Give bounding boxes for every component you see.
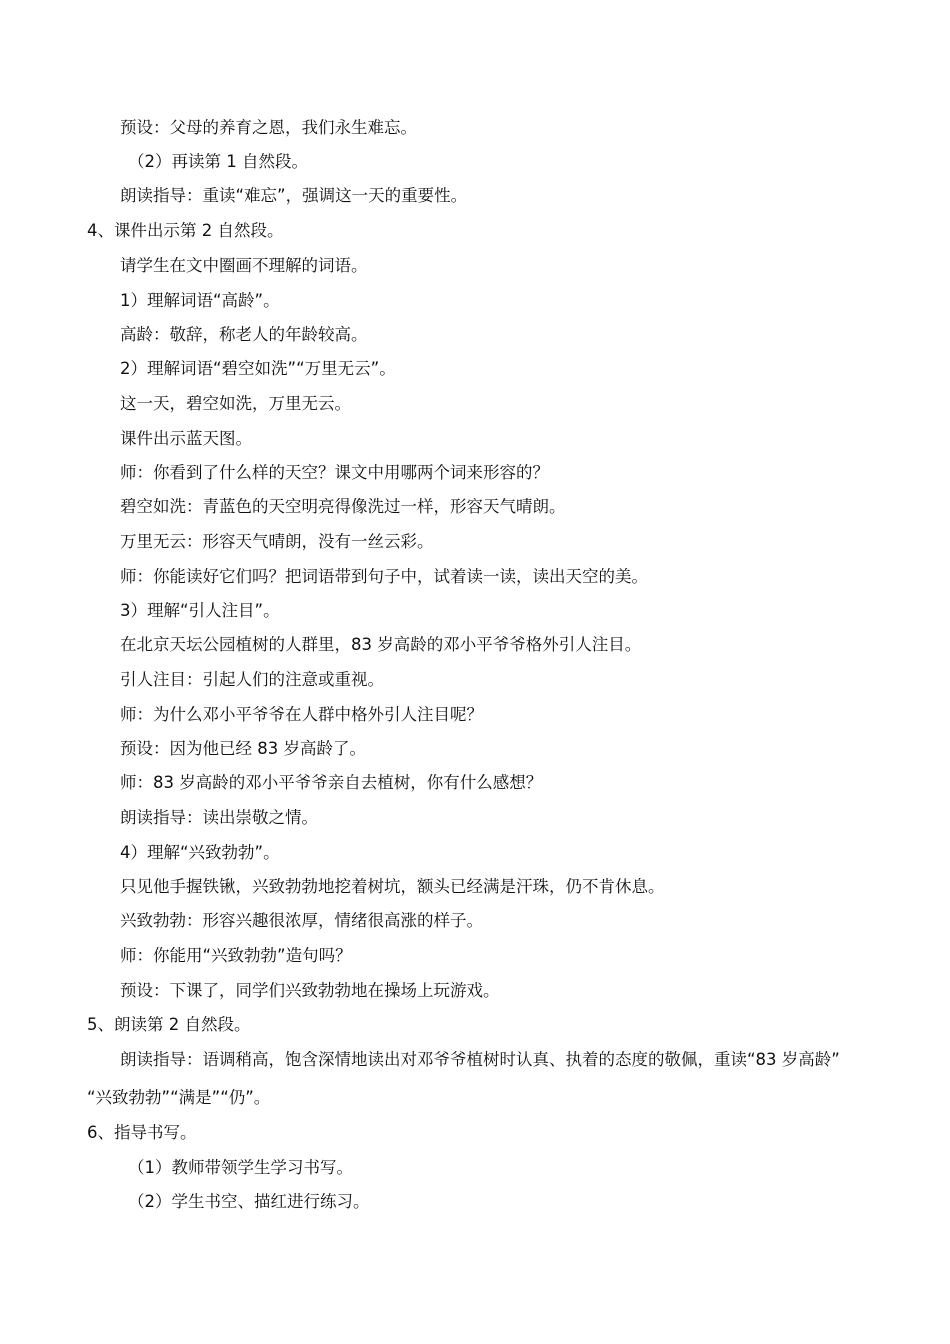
- text-line: 朗读指导：读出崇敬之情。: [120, 808, 318, 827]
- text-line: 这一天，碧空如洗，万里无云。: [120, 394, 351, 413]
- text-line: 引人注目：引起人们的注意或重视。: [120, 670, 384, 689]
- text-line: “兴致勃勃”“满是”“仍”。: [87, 1088, 271, 1107]
- text-line: 2）理解词语“碧空如洗”“万里无云”。: [120, 359, 396, 378]
- text-line: 师：你能用“兴致勃勃”造句吗？: [120, 946, 352, 965]
- text-line: 1）理解词语“高龄”。: [120, 291, 280, 310]
- section-heading: 4、课件出示第 2 自然段。: [87, 221, 284, 240]
- text-line: 预设：因为他已经 83 岁高龄了。: [120, 739, 366, 758]
- text-line: 朗读指导：重读“难忘”，强调这一天的重要性。: [120, 186, 468, 205]
- text-line: 万里无云：形容天气晴朗，没有一丝云彩。: [120, 532, 434, 551]
- section-heading: 5、朗读第 2 自然段。: [87, 1015, 251, 1034]
- text-line: （2）再读第 1 自然段。: [128, 152, 308, 171]
- text-line: 高龄：敬辞，称老人的年龄较高。: [120, 325, 368, 344]
- text-line: 师：你看到了什么样的天空？课文中用哪两个词来形容的？: [120, 463, 549, 482]
- text-line: 课件出示蓝天图。: [120, 429, 252, 448]
- section-heading: 6、指导书写。: [87, 1123, 197, 1142]
- text-line: 师：你能读好它们吗？把词语带到句子中，试着读一读，读出天空的美。: [120, 567, 648, 586]
- text-line: 预设：父母的养育之恩，我们永生难忘。: [120, 118, 417, 137]
- text-line: 师：83 岁高龄的邓小平爷爷亲自去植树，你有什么感想？: [120, 773, 543, 792]
- text-line: 请学生在文中圈画不理解的词语。: [120, 256, 368, 275]
- text-line: 只见他手握铁锹，兴致勃勃地挖着树坑，额头已经满是汗珠，仍不肯休息。: [120, 877, 665, 896]
- text-line: 兴致勃勃：形容兴趣很浓厚，情绪很高涨的样子。: [120, 911, 483, 930]
- text-line: （2）学生书空、描红进行练习。: [128, 1192, 370, 1211]
- text-line: 在北京天坛公园植树的人群里，83 岁高龄的邓小平爷爷格外引人注目。: [120, 635, 642, 654]
- text-line: 碧空如洗：青蓝色的天空明亮得像洗过一样，形容天气晴朗。: [120, 497, 566, 516]
- text-line: 预设：下课了，同学们兴致勃勃地在操场上玩游戏。: [120, 981, 500, 1000]
- text-line: 3）理解“引人注目”。: [120, 601, 280, 620]
- text-line: 4）理解“兴致勃勃”。: [120, 843, 280, 862]
- text-line: 师：为什么邓小平爷爷在人群中格外引人注目呢？: [120, 705, 483, 724]
- text-line: （1）教师带领学生学习书写。: [128, 1158, 353, 1177]
- text-line: 朗读指导：语调稍高，饱含深情地读出对邓爷爷植树时认真、执着的态度的敬佩，重读“83 岁高龄”: [120, 1050, 840, 1069]
